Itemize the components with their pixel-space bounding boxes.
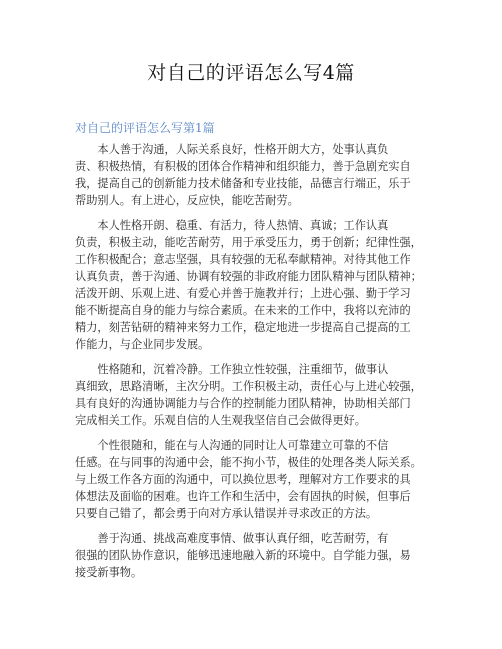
paragraph-line: 与上级工作各方面的沟通中，可以换位思考，理解对方工作要求的具 xyxy=(75,473,411,486)
paragraph xyxy=(75,217,435,353)
paragraph-line: 很强的团队协作意识，能够迅速地融入新的环境中。自学能力强，易 xyxy=(75,549,411,562)
paragraph-line: 活泼开朗、乐观上进、有爱心并善于施教并行；上进心强、勤于学习 xyxy=(75,287,411,300)
paragraph-line: 只要自己错了，都会勇于向对方承认错误并寻求改正的方法。 xyxy=(75,507,378,520)
paragraph-line: 我，提高自己的创新能力技术储备和专业技能，品德言行端正，乐于 xyxy=(75,177,411,190)
paragraph-line: 帮助别人。有上进心，反应快，能吃苦耐劳。 xyxy=(75,194,299,207)
paragraph-line: 本人性格开朗、稳重、有活力，待人热情、真诚；工作认真 xyxy=(75,219,389,232)
paragraph xyxy=(75,141,435,209)
paragraph-line: 体想法及面临的困难。也许工作和生活中，会有固执的时候，但事后 xyxy=(75,490,411,503)
paragraph-line: 完成相关工作。乐观自信的人生观我坚信自己会做得更好。 xyxy=(75,414,366,427)
paragraph-line: 负责，积极主动，能吃苦耐劳，用于承受压力，勇于创新；纪律性强， xyxy=(75,236,422,249)
paragraph-line: 本人善于沟通，人际关系良好，性格开朗大方，处事认真负 xyxy=(75,143,389,156)
paragraph-line: 性格随和，沉着冷静。工作独立性较强，注重细节，做事认 xyxy=(75,363,389,376)
paragraph-line: 任感。在与同事的沟通中会，能不拘小节，极佳的处理各类人际关系。 xyxy=(75,456,422,469)
paragraph-line: 认真负责，善于沟通、协调有较强的非政府能力团队精神与团队精神； xyxy=(75,270,422,283)
document-body xyxy=(75,141,435,589)
page-title: 对自己的评语怎么写4篇 xyxy=(147,62,355,84)
paragraph-line: 具有良好的沟通协调能力与合作的控制能力团队精神，协助相关部门 xyxy=(75,397,411,410)
paragraph-line: 善于沟通、挑战高难度事情、做事认真仔细，吃苦耐劳，有 xyxy=(75,532,389,545)
paragraph-line: 真细致，思路清晰，主次分明。工作积极主动，责任心与上进心较强， xyxy=(75,380,422,393)
paragraph-line: 作能力，与企业同步发展。 xyxy=(75,338,210,351)
paragraph-line: 能不断提高自身的能力与综合素质。在未来的工作中，我将以充沛的 xyxy=(75,304,411,317)
paragraph-line: 接受新事物。 xyxy=(75,566,143,579)
section-heading: 对自己的评语怎么写第1篇 xyxy=(75,121,215,135)
paragraph xyxy=(75,530,435,581)
paragraph xyxy=(75,361,435,429)
paragraph-line: 个性很随和，能在与人沟通的同时让人可靠建立可靠的不信 xyxy=(75,439,389,452)
paragraph-line: 工作积极配合；意志坚强，具有较强的无私奉献精神。对待其他工作 xyxy=(75,253,411,266)
paragraph-line: 责、积极热情，有积极的团体合作精神和组织能力，善于急剧充实自 xyxy=(75,160,411,173)
paragraph xyxy=(75,437,435,522)
paragraph-line: 精力，刻苦钻研的精神来努力工作，稳定地进一步提高自己提高的工 xyxy=(75,321,411,334)
